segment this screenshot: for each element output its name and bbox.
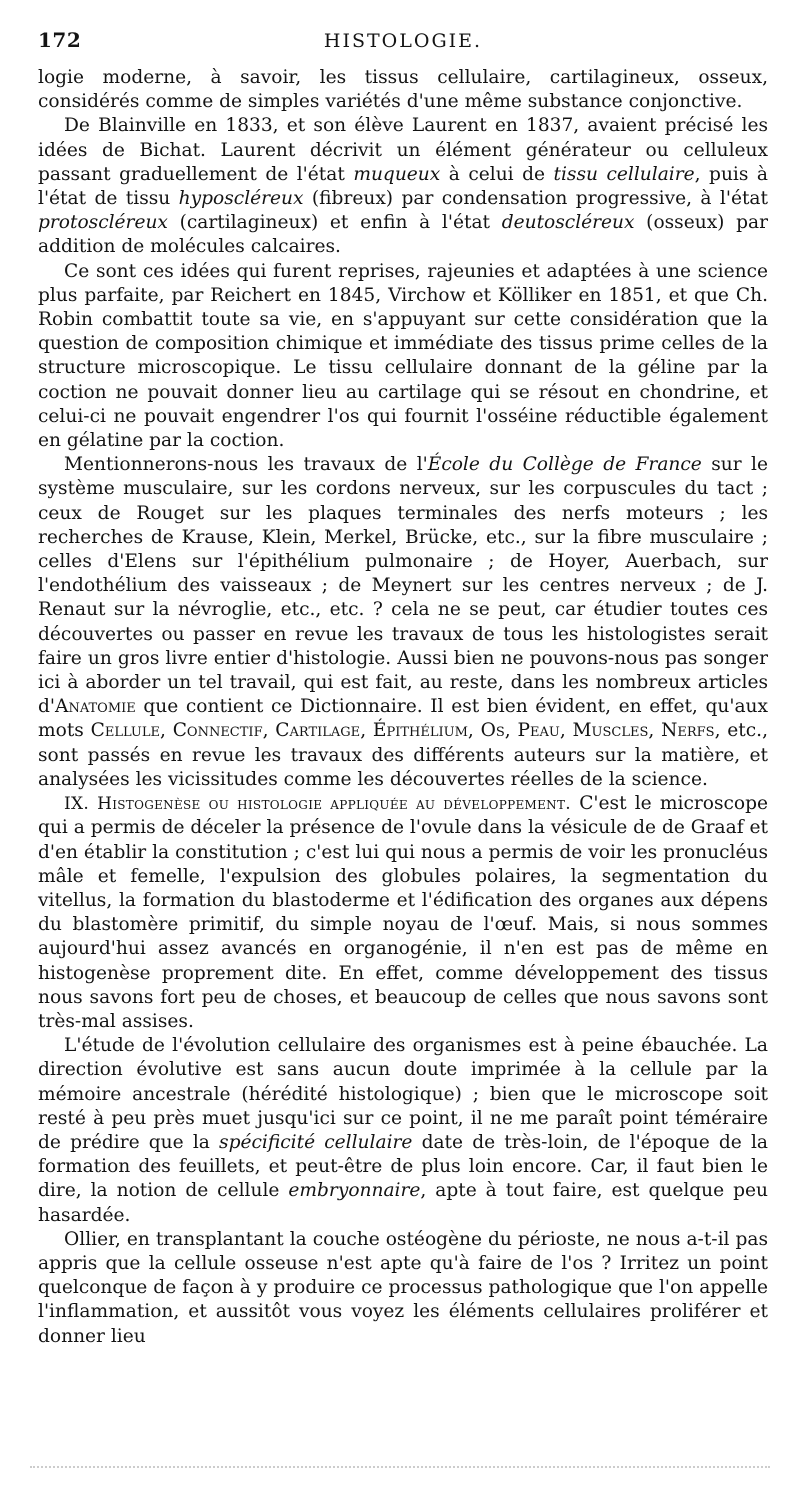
paragraph — [38, 1228, 768, 1349]
small-caps-text: Anatomie — [55, 696, 136, 718]
running-title: HISTOLOGIE. — [323, 30, 483, 52]
text-run: , — [504, 720, 518, 742]
paragraph — [38, 792, 768, 1034]
text-run: logie moderne, à savoir, les tissus cellulaire, cartilagineux, osseux, considérés comme de simples variétés d'une même substance conjonctive. — [38, 67, 768, 113]
italic-text: tissu cellulaire — [553, 163, 695, 185]
text-run: , — [360, 720, 373, 742]
text-run: L'étude de l'évolution cellulaire des organismes est à peine ébauchée. La direction évolutive est sans aucun doute imprimée à la cellule par la mémoire ancestrale (hérédité histologique) ; bien que le microscope soit resté à peu près muet jusqu'ici sur ce point, il ne me paraît point téméraire de prédire que la — [38, 1035, 768, 1153]
text-run: , — [159, 720, 173, 742]
small-caps-text: Cellule — [90, 720, 160, 742]
small-caps-text: Connectif — [172, 720, 263, 742]
italic-text: muqueux — [353, 163, 441, 185]
small-caps-text: Nerfs — [661, 720, 715, 742]
text-run: date de très-loin, de l'époque de la formation des feuillets, et peut-être de plus loin encore. Car, il faut bien le dire, la notion de cellule — [38, 1131, 768, 1202]
body-text — [38, 66, 768, 1349]
page-number: 172 — [38, 28, 82, 52]
italic-text: embryonnaire — [288, 1180, 421, 1202]
text-run: , puis à l'état de tissu — [38, 163, 769, 210]
page-header — [38, 28, 768, 62]
section-heading: IX. Histogenèse ou histologie appliquée au développement. — [64, 794, 571, 815]
text-run: sur le système musculaire, sur les cordons nerveux, sur les corpuscules du tact ; ceux de Rouget sur les plaques terminales des nerfs moteurs ; les recherches de Krause, Klein, Merkel, Brücke, etc., sur la fibre musculaire ; celles d'Elens sur l'épithélium pulmonaire ; de Hoyer, Auerbach, sur l'endothélium des vaisseaux ; de Meynert sur les centres nerveux ; de J. Renaut sur la névroglie, etc., etc. ? cela ne se peut, car étudier toutes ces découvertes ou passer en revue les travaux de tous les histologistes serait faire un gros livre entier d'histologie. Aussi bien ne pouvons-nous pas songer ici à aborder un tel travail, qui est fait, au reste, dans les nombreux articles d' — [38, 454, 768, 718]
text-run: , — [467, 720, 481, 742]
text-run: , — [262, 720, 276, 742]
small-caps-text: Cartilage — [275, 720, 361, 742]
paragraph — [38, 66, 768, 114]
text-run: à celui de — [440, 163, 554, 185]
page-edge-artifact — [30, 1466, 770, 1478]
small-caps-text: Épithélium — [372, 720, 468, 742]
small-caps-text: Muscles — [572, 720, 649, 742]
text-run: (cartilagineux) et enfin à l'état — [167, 212, 502, 234]
text-run: , etc., sont passés en revue les travaux des différents auteurs sur la matière, et analysées les vicissitudes comme les découvertes réelles de la science. — [38, 720, 768, 790]
text-run: que contient ce Dictionnaire. Il est bien évident, en effet, qu'aux mots — [38, 696, 768, 742]
text-run: C'est le microscope qui a permis de déceler la présence de l'ovule dans la vésicule de de Graaf et d'en établir la constitution ; c'est lui qui nous a permis de voir les pronucléus mâle et femelle, l'expulsion des globules polaires, la segmentation du vitellus, la formation du blastoderme et l'édification des organes aux dépens du blastomère primitif, du simple noyau de l'œuf. Mais, si nous sommes aujourd'hui assez avancés en organogénie, il n'en est pas de même en histogenèse proprement dite. En effet, comme développement des tissus nous savons fort peu de choses, et beaucoup de celles que nous savons sont très-mal assises. — [38, 793, 769, 1032]
text-run: Ollier, en transplantant la couche ostéogène du périoste, ne nous a-t-il pas appris que la cellule osseuse n'est apte qu'à faire de l'os ? Irritez un point quelconque de façon à y produire ce processus pathologique que l'on appelle l'inflammation, et aussitôt vous voyez les éléments cellulaires proliférer et donner lieu — [38, 1228, 768, 1347]
text-run: De Blainville en 1833, et son élève Laurent en 1837, avaient précisé les idées de Bichat. Laurent décrivit un élément générateur ou celluleux passant graduellement de l'état — [38, 115, 768, 185]
text-run: Ce sont ces idées qui furent reprises, rajeunies et adaptées à une science plus parfaite, par Reichert en 1845, Virchow et Kölliker en 1851, et que Ch. Robin combattit toute sa vie, en s'appuyant sur cette considération que la question de composition chimique et immédiate des tissus prime celles de la structure microscopique. Le tissu cellulaire donnant de la géline par la coction ne pouvait donner lieu au cartilage qui se résout en chondrine, et celui-ci ne pouvait engendrer l'os qui fournit l'osséine réductible également en gélatine par la coction. — [38, 260, 768, 452]
italic-text: hyposcléreux — [178, 188, 304, 210]
text-run: Mentionnerons-nous les travaux de l' — [64, 454, 428, 476]
italic-text: protoscléreux — [38, 212, 168, 234]
small-caps-text: Os — [480, 720, 505, 742]
italic-text: deutoscléreux — [501, 212, 635, 234]
italic-text: spécificité cellulaire — [219, 1131, 413, 1153]
paragraph — [38, 114, 768, 259]
text-run: , apte à tout faire, est quelque peu hasardée. — [38, 1180, 768, 1226]
text-run: , — [648, 720, 662, 742]
paragraph — [38, 453, 768, 792]
text-run: , — [559, 720, 573, 742]
text-run: (fibreux) par condensation progressive, à l'état — [303, 188, 768, 210]
small-caps-text: Peau — [517, 720, 560, 742]
text-run: (osseux) par addition de molécules calcaires. — [38, 212, 768, 258]
paragraph — [38, 260, 768, 454]
italic-text: École du Collège de France — [427, 454, 702, 476]
paragraph — [38, 1034, 768, 1228]
